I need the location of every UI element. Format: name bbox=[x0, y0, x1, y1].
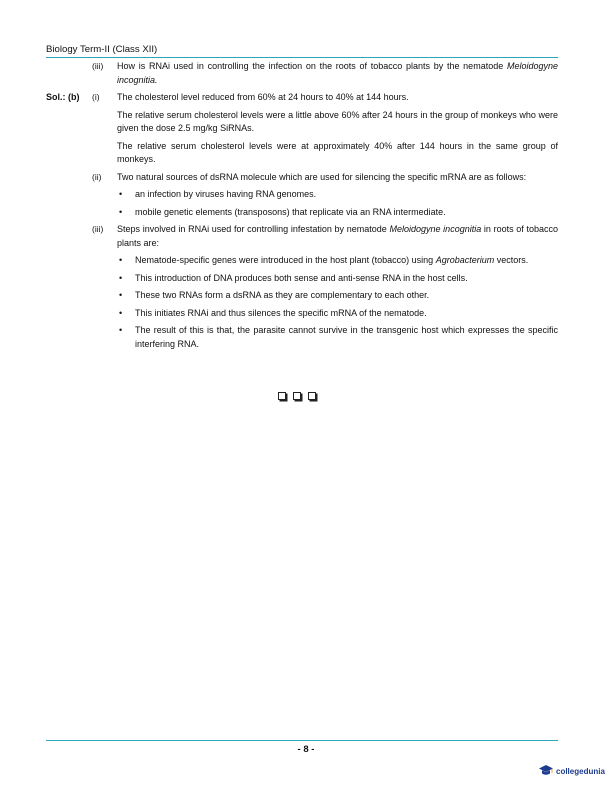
question-iii-species: Meloidogyne incognitia. bbox=[117, 61, 558, 85]
list-item: • These two RNAs form a dsRNA as they are complementary to each other. bbox=[117, 289, 558, 303]
bullet-icon: • bbox=[119, 307, 123, 318]
end-of-section-marks bbox=[278, 392, 316, 400]
part-ii-intro: Two natural sources of dsRNA molecule which are used for silencing the specific mRNA are as follows: bbox=[117, 171, 527, 182]
bullet-icon: • bbox=[119, 206, 123, 217]
header-divider bbox=[46, 57, 558, 58]
page-content bbox=[46, 60, 558, 355]
solution-label: Sol.: (b) bbox=[46, 92, 80, 102]
square-icon bbox=[293, 392, 301, 400]
part-i-paragraph: The cholesterol level reduced from 60% at 24 hours to 40% at 144 hours. bbox=[117, 92, 409, 102]
list-item: • This introduction of DNA produces both sense and anti-sense RNA in the host cells. bbox=[117, 272, 558, 286]
bullet-icon: • bbox=[119, 189, 123, 199]
solution-part-i bbox=[46, 91, 558, 167]
brand-name: collegedunia bbox=[556, 766, 605, 776]
list-item: • Nematode-specific genes were introduced in the host plant (tobacco) using Agrobacterium vectors. bbox=[117, 254, 558, 268]
part-i-body bbox=[117, 91, 558, 167]
part-ii-body bbox=[117, 171, 558, 220]
list-item: • mobile genetic elements (transposons) that replicate via an RNA intermediate. bbox=[117, 206, 558, 220]
part-i-number: (i) bbox=[92, 92, 100, 102]
part-iii-bullet-list bbox=[117, 254, 558, 351]
square-icon bbox=[308, 392, 316, 400]
bullet-icon: • bbox=[119, 272, 123, 283]
part-i-paragraph: The relative serum cholesterol levels were a little above 60% after 24 hours in the group of monkeys who were given the dose 2.5 mg/kg SiRNAs. bbox=[117, 109, 558, 133]
part-ii-number: (ii) bbox=[92, 171, 102, 182]
question-iii-text: How is RNAi used in controlling the infection on the roots of tobacco plants by the nematode bbox=[117, 61, 504, 71]
part-iii-intro: Steps involved in RNAi used for controlling infestation by nematode Meloidogyne incognitia in roots of tobacco plants are: bbox=[117, 224, 558, 248]
page-header-title: Biology Term-II (Class XII) bbox=[46, 44, 158, 55]
page-number: - 8 - bbox=[297, 744, 315, 755]
bullet-icon: • bbox=[119, 255, 123, 265]
bullet-icon: • bbox=[119, 290, 123, 300]
list-item: • This initiates RNAi and thus silences the specific mRNA of the nematode. bbox=[117, 307, 558, 321]
bullet-icon: • bbox=[119, 325, 123, 335]
part-i-paragraph: The relative serum cholesterol levels were at approximately 40% after 144 hours in the same group of monkeys. bbox=[117, 140, 558, 164]
part-iii-species: Meloidogyne incognitia bbox=[389, 224, 482, 234]
question-iii bbox=[46, 60, 558, 87]
collegedunia-logo bbox=[538, 764, 605, 778]
question-iii-body bbox=[117, 60, 558, 87]
solution-part-ii bbox=[46, 171, 558, 220]
list-item: • The result of this is that, the parasite cannot survive in the transgenic host which expresses the specific interfering RNA. bbox=[119, 325, 558, 349]
part-ii-bullet-list bbox=[117, 188, 558, 219]
graduation-cap-icon bbox=[538, 764, 554, 778]
question-iii-number: (iii) bbox=[92, 61, 104, 71]
part-iii-body bbox=[117, 223, 558, 351]
footer-divider bbox=[46, 740, 558, 741]
square-icon bbox=[278, 392, 286, 400]
solution-part-iii bbox=[46, 223, 558, 351]
part-iii-number: (iii) bbox=[92, 224, 104, 234]
list-item: • an infection by viruses having RNA genomes. bbox=[117, 188, 558, 202]
